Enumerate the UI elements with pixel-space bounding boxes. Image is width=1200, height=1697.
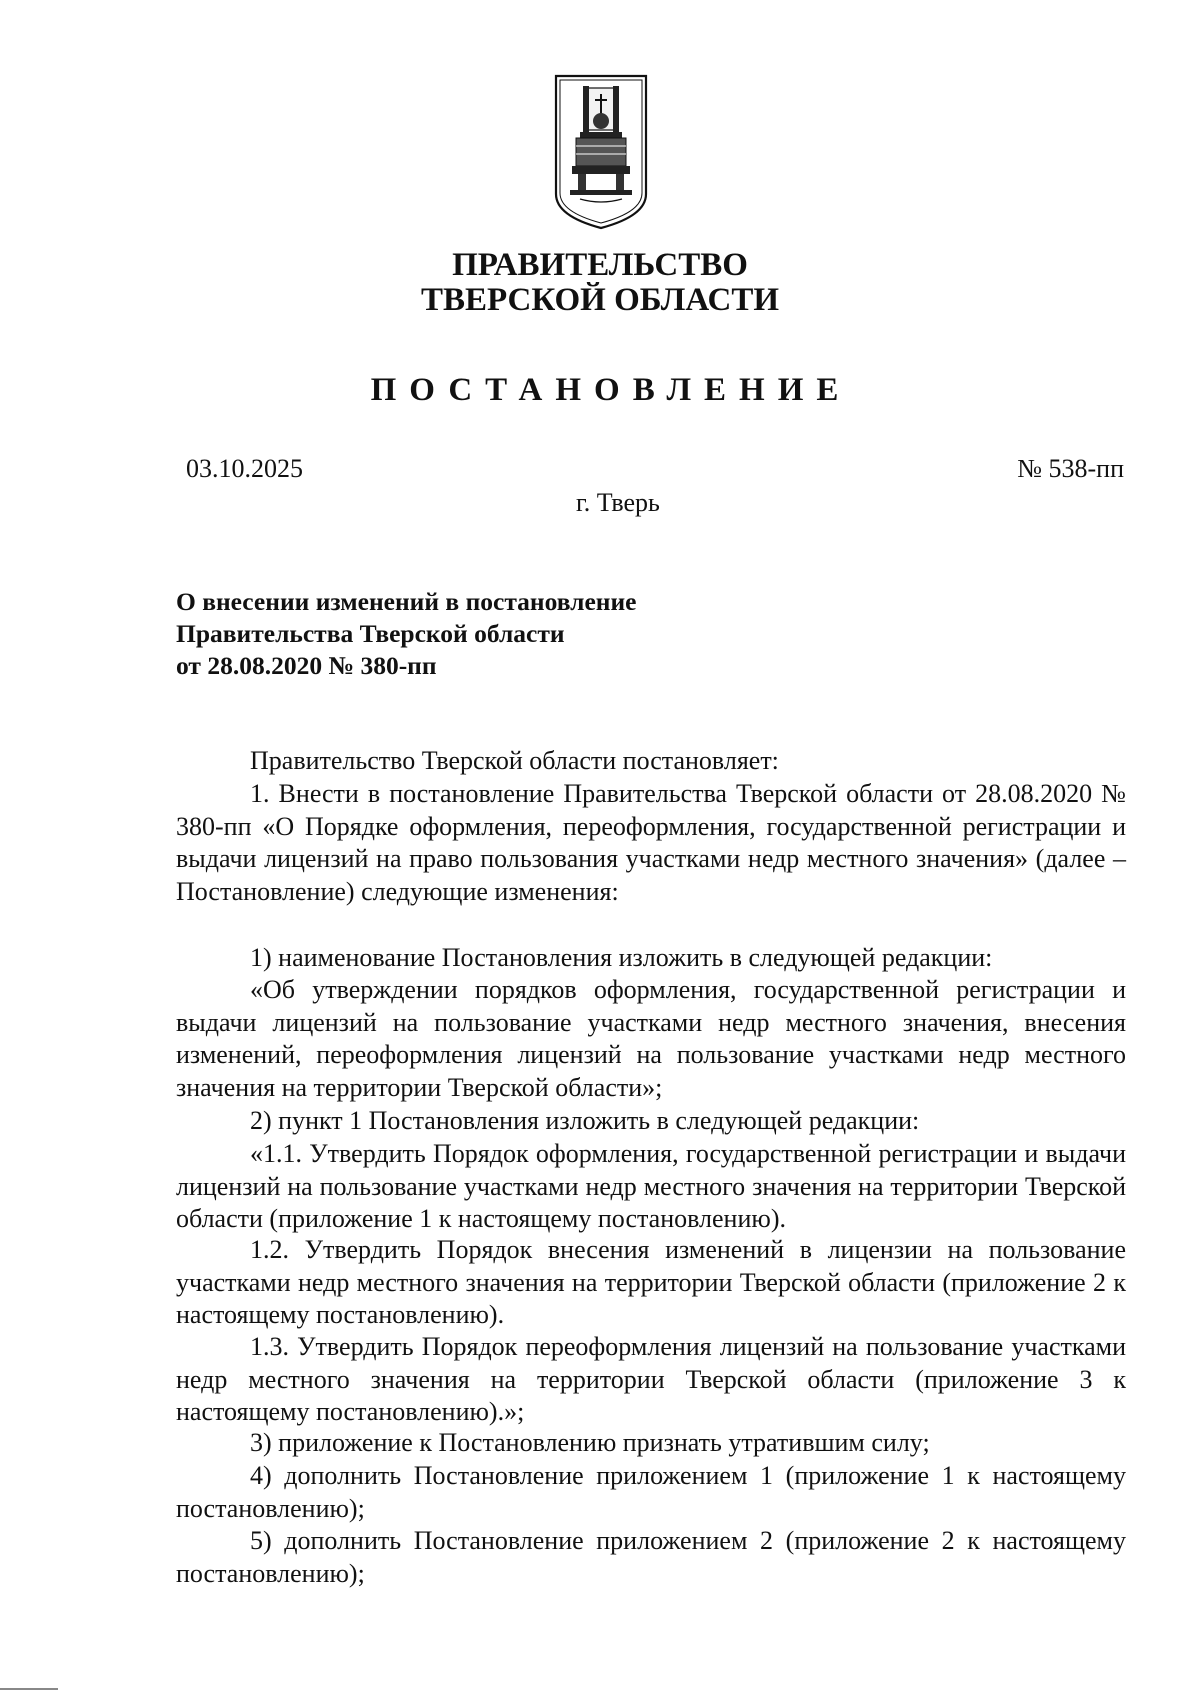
body-paragraph-intro: Правительство Тверской области постановляет: xyxy=(250,746,779,775)
body-paragraph-5: «1.1. Утвердить Порядок оформления, государственной регистрации и выдачи лицензий на пользование участками недр местного значения на территории Тверской области (приложение 1 к настоящему постановлению). xyxy=(176,1139,1126,1233)
body-paragraph-1: 1. Внести в постановление Правительства Тверской области от 28.08.2020 № 380-пп «О Порядке оформления, переоформления, государственной регистрации и выдачи лицензий на право пользования участками недр местного значения» (далее – Постановление) следующие изменения: xyxy=(176,779,1126,906)
document-title-line3: от 28.08.2020 № 380-пп xyxy=(176,651,437,680)
body-paragraph-6: 1.2. Утвердить Порядок внесения изменений в лицензии на пользование участками недр местного значения на территории Тверской области (приложение 2 к настоящему постановлению). xyxy=(176,1235,1126,1329)
document-type-heading: ПОСТАНОВЛЕНИЕ xyxy=(370,372,852,408)
body-paragraph-2: 1) наименование Постановления изложить в следующей редакции: xyxy=(250,943,993,972)
body-paragraph-3: «Об утверждении порядков оформления, государственной регистрации и выдачи лицензий на пользование участками недр местного значения, внесения изменений, переоформления лицензий на пользование участками недр местного значения на территории Тверской области»; xyxy=(176,975,1126,1102)
body-paragraph-7: 1.3. Утвердить Порядок переоформления лицензий на пользование участками недр местного значения на территории Тверской области (приложение 3 к настоящему постановлению).»; xyxy=(176,1332,1126,1426)
tver-coat-of-arms-icon xyxy=(552,74,650,230)
scan-edge-mark xyxy=(0,1688,58,1690)
document-number: № 538-пп xyxy=(1017,454,1124,483)
document-title-line1: О внесении изменений в постановление xyxy=(176,587,637,616)
government-name-line2: ТВЕРСКОЙ ОБЛАСТИ xyxy=(420,282,780,318)
document-date: 03.10.2025 xyxy=(186,454,303,483)
body-paragraph-10: 5) дополнить Постановление приложением 2 (приложение 2 к настоящему постановлению); xyxy=(176,1526,1126,1588)
body-paragraph-8: 3) приложение к Постановлению признать утратившим силу; xyxy=(250,1428,930,1457)
government-name-line1: ПРАВИТЕЛЬСТВО xyxy=(452,247,748,283)
document-city: г. Тверь xyxy=(576,488,660,517)
document-title-line2: Правительства Тверской области xyxy=(176,619,565,648)
body-paragraph-9: 4) дополнить Постановление приложением 1 (приложение 1 к настоящему постановлению); xyxy=(176,1461,1126,1523)
body-paragraph-4: 2) пункт 1 Постановления изложить в следующей редакции: xyxy=(250,1106,920,1135)
